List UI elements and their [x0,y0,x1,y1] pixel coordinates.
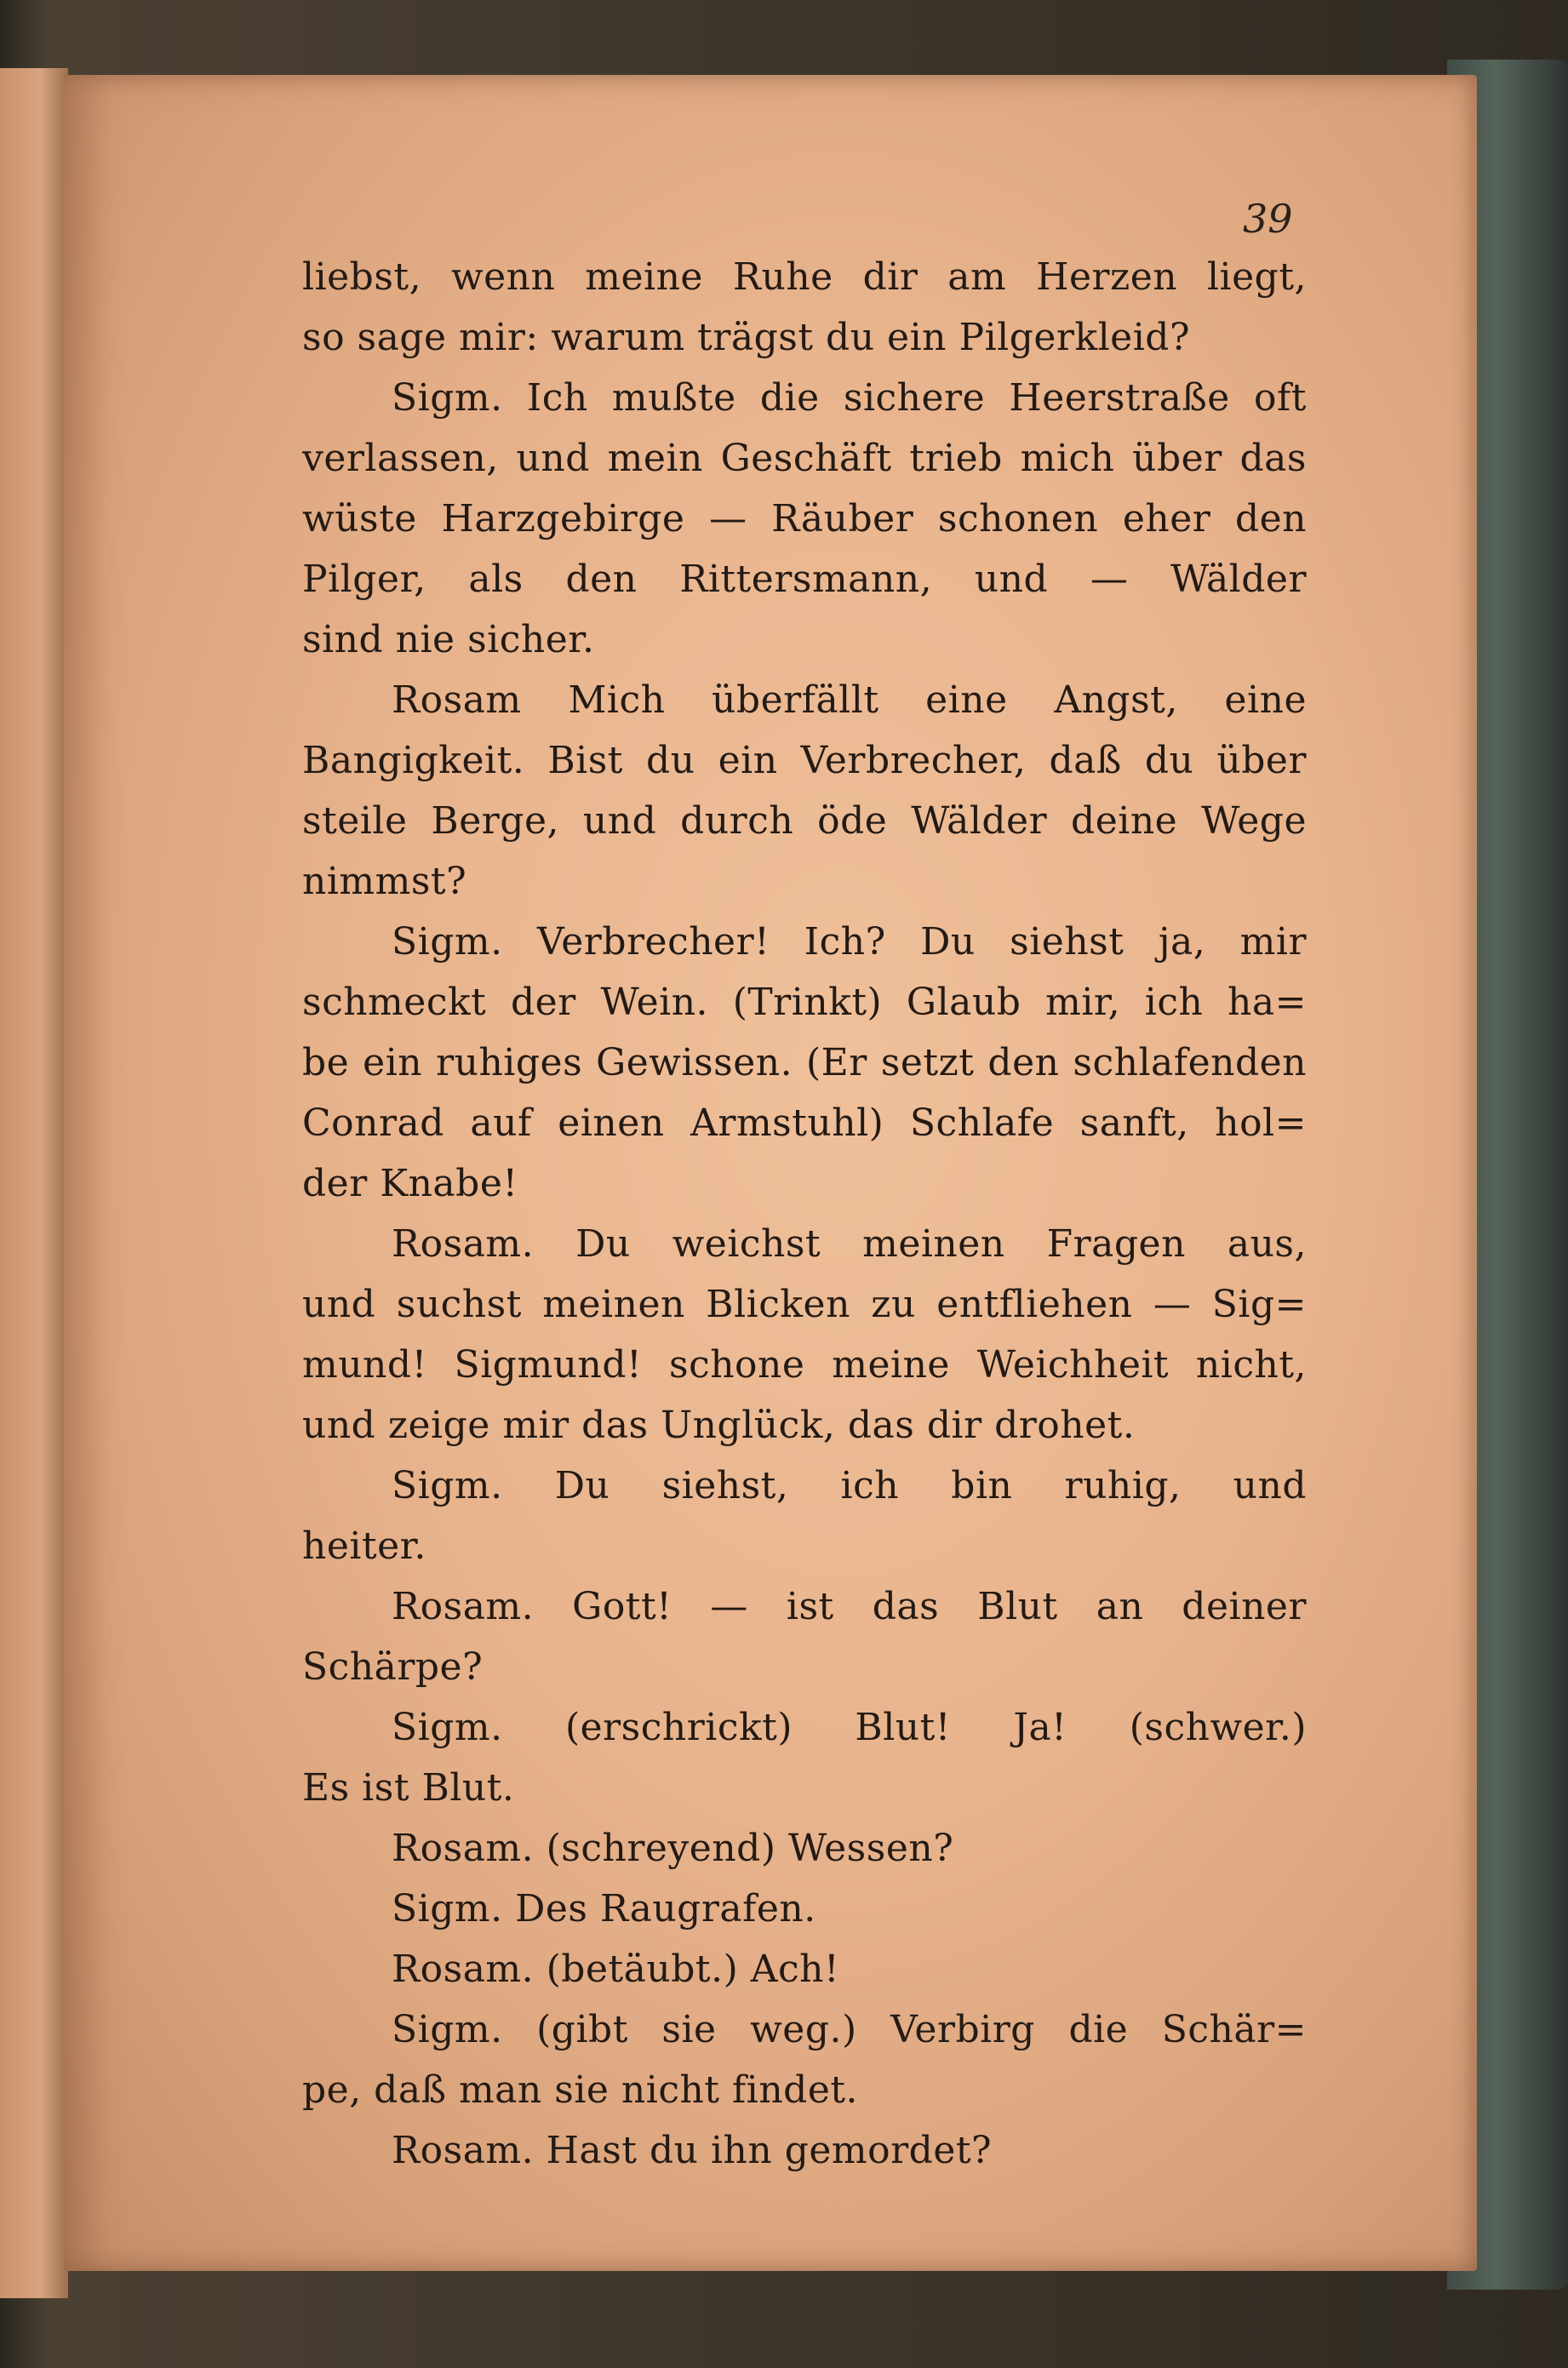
text-line: mund! Sigmund! schone meine Weichheit nicht, [302,1343,1307,1387]
text-line: Schärpe? [302,1645,484,1689]
text-line: heiter. [302,1524,426,1568]
text-line: Sigm. (erschrickt) Blut! Ja! (schwer.) [392,1706,1307,1749]
page-number: 39 [1243,196,1293,242]
text-line: sind nie sicher. [302,618,595,661]
text-line: steile Berge, und durch öde Wälder deine Wege [302,799,1307,843]
text-line: der Knabe! [302,1162,518,1205]
text-line: Sigm. Des Raugrafen. [392,1887,816,1930]
text-line: und suchst meinen Blicken zu entfliehen — Sig= [302,1283,1307,1326]
text-line: nimmst? [302,860,467,903]
text-line: Pilger, als den Rittersmann, und — Wälder [302,558,1307,601]
text-line: Conrad auf einen Armstuhl) Schlafe sanft, hol= [302,1101,1307,1145]
text-line: be ein ruhiges Gewissen. (Er setzt den schlafenden [302,1041,1307,1084]
text-line: pe, daß man sie nicht findet. [302,2068,859,2112]
text-line: Sigm. (gibt sie weg.) Verbirg die Schär= [392,2008,1307,2051]
text-line: Rosam. (betäubt.) Ach! [392,1948,840,1991]
text-line: Bangigkeit. Bist du ein Verbrecher, daß du über [302,739,1307,782]
text-line: Rosam. Hast du ihn gemordet? [392,2129,993,2172]
text-line: Sigm. Ich mußte die sichere Heerstraße oft [392,376,1307,420]
text-line: Rosam. Du weichst meinen Fragen aus, [392,1222,1307,1266]
text-line: Rosam Mich überfällt eine Angst, eine [392,678,1307,722]
text-line: wüste Harzgebirge — Räuber schonen eher den [302,497,1307,541]
text-line: Sigm. Du siehst, ich bin ruhig, und [392,1464,1307,1507]
page-text [302,247,1307,2181]
facing-page-edge [0,68,68,2298]
text-line: verlassen, und mein Geschäft trieb mich über das [302,437,1307,480]
text-line: und zeige mir das Unglück, das dir drohet. [302,1404,1136,1447]
text-line: so sage mir: warum trägst du ein Pilgerkleid? [302,316,1191,359]
text-line: Rosam. Gott! — ist das Blut an deiner [392,1585,1307,1628]
text-line: liebst, wenn meine Ruhe dir am Herzen liegt, [302,255,1307,299]
text-line: Rosam. (schreyend) Wessen? [392,1827,954,1870]
text-line: Sigm. Verbrecher! Ich? Du siehst ja, mir [392,920,1307,964]
text-line: schmeckt der Wein. (Trinkt) Glaub mir, ich ha= [302,981,1307,1024]
text-line: Es ist Blut. [302,1766,515,1810]
